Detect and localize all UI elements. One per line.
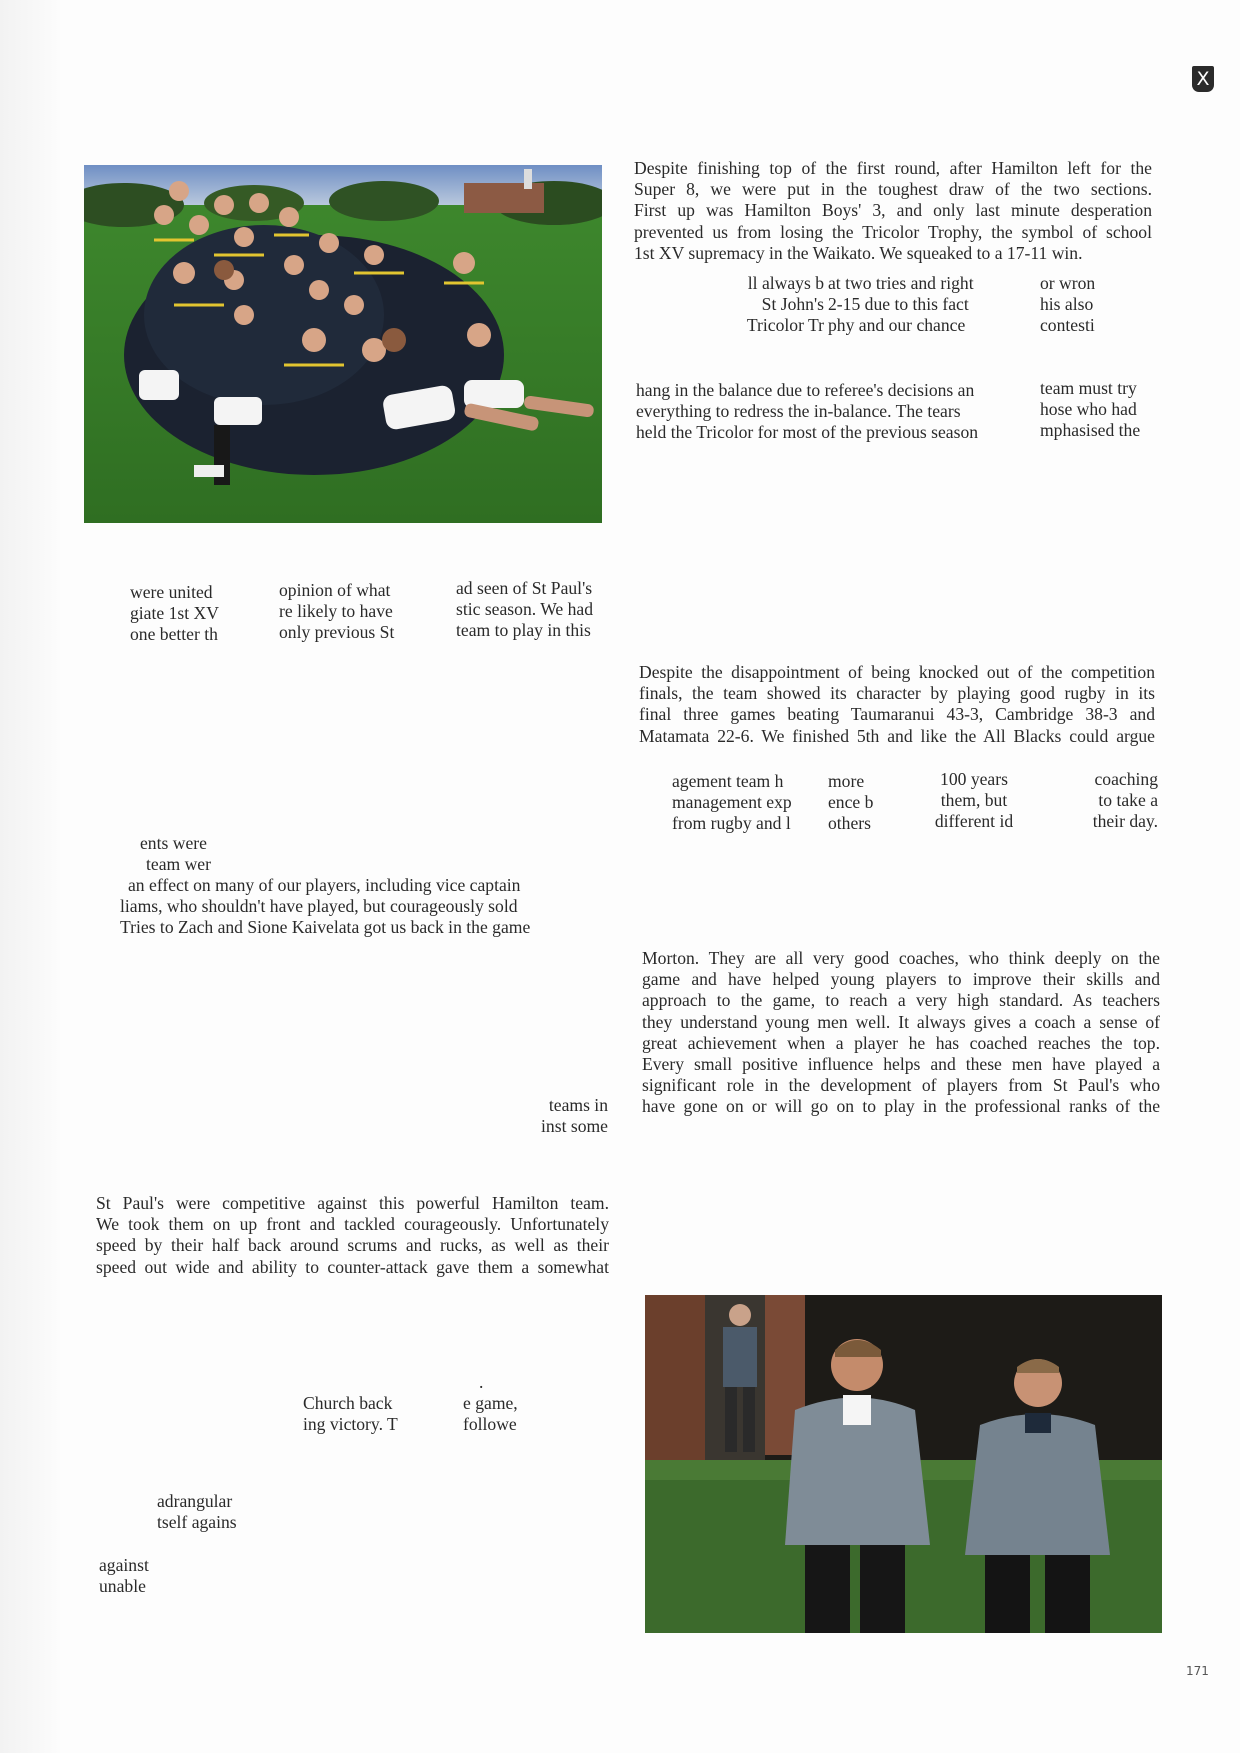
text-line: Tricolor Tr — [746, 315, 824, 336]
text-fragment — [157, 1491, 267, 1533]
text-line: Matamata 22-6. We finished 5th and like the All Blacks could argue — [639, 725, 1155, 746]
text-line: St John's — [761, 294, 824, 315]
text-line: First up was Hamilton Boys' 3, and only last minute desperation — [634, 200, 1152, 221]
text-fragment — [1040, 378, 1155, 442]
text-line: contesti — [1040, 315, 1095, 336]
article-paragraph-2 — [639, 662, 1155, 747]
text-line: significant role in the development of players from St Paul's who — [642, 1075, 1160, 1096]
text-line: 2-15 due to this fact — [828, 294, 969, 315]
text-line: ence b — [828, 792, 874, 813]
text-line: adrangular — [157, 1491, 233, 1511]
text-line: ing victory. T — [303, 1414, 398, 1435]
text-line: 100 years — [940, 769, 1008, 789]
text-line: Super 8, we were put in the toughest draw of the two sections. — [634, 179, 1152, 200]
text-line: have gone on or will go on to play in the professional ranks of the — [642, 1096, 1160, 1117]
text-line: management exp — [672, 792, 792, 813]
text-line: Church back — [303, 1393, 393, 1413]
text-line: great achievement when a player he has coached reaches the top. — [642, 1032, 1160, 1053]
text-line: final three games beating Taumaranui 43-3, Cambridge 38-3 and — [639, 704, 1155, 725]
text-fragment — [636, 380, 1016, 444]
text-fragment — [120, 875, 620, 939]
text-line: team wer — [146, 854, 211, 875]
text-line: ll always b — [747, 273, 824, 293]
text-line: mphasised the — [1040, 420, 1141, 441]
text-line: to take a — [1098, 790, 1158, 811]
text-line: game and have helped young players to improve their skills and — [642, 969, 1160, 990]
school-crest-icon: X — [1192, 66, 1214, 92]
text-line: Tries to Zach and Sione Kaivelata got us back in the game — [120, 917, 531, 938]
coaches-photo-image — [645, 1295, 1162, 1633]
text-line: Despite the disappointment of being knocked out of the competition — [639, 662, 1155, 682]
text-line: were united — [130, 582, 213, 602]
text-line: stic season. We had — [456, 599, 594, 620]
text-line: phy and our chance — [828, 315, 966, 336]
text-fragment — [456, 578, 616, 642]
text-line: more — [828, 771, 865, 791]
text-fragment — [924, 769, 1024, 833]
text-line: . — [479, 1372, 484, 1392]
text-line: they understand young men well. It always gives a coach a sense of — [642, 1011, 1160, 1032]
text-line: e game, — [463, 1393, 518, 1414]
text-line: liams, who shouldn't have played, but courageously sold — [120, 896, 518, 917]
text-line: others — [828, 813, 871, 834]
text-line: against — [99, 1555, 149, 1575]
text-line: from rugby and l — [672, 813, 791, 834]
text-line: everything to redress the in-balance. The tears — [636, 401, 961, 422]
text-fragment — [828, 771, 898, 835]
text-line: St Paul's were competitive against this powerful Hamilton team. — [96, 1193, 609, 1213]
text-line: Morton. They are all very good coaches, who think deeply on the — [642, 948, 1160, 968]
text-fragment — [510, 1095, 608, 1137]
text-line: approach to the game, to reach a very high standard. As teachers — [642, 990, 1160, 1011]
page-gutter-shadow — [0, 0, 60, 1753]
text-line: different id — [934, 811, 1014, 832]
text-line: team to play in this — [456, 620, 591, 641]
text-fragment — [99, 1555, 179, 1597]
text-line: their day. — [1092, 811, 1158, 832]
team-photo — [84, 165, 602, 523]
text-line: team must try — [1040, 378, 1137, 398]
text-fragment — [1060, 769, 1158, 833]
text-line: re likely to have — [279, 601, 393, 622]
text-fragment — [1040, 273, 1130, 337]
text-line: unable — [99, 1576, 146, 1597]
text-fragment — [463, 1372, 543, 1436]
page-number: 171 — [1186, 1664, 1209, 1678]
text-line: Despite finishing top of the first round, after Hamilton left for the — [634, 158, 1152, 178]
text-fragment — [303, 1393, 413, 1435]
text-line: coaching — [1094, 769, 1158, 789]
text-line: hose who had — [1040, 399, 1137, 420]
text-line: an effect on many of our players, including vice captain — [128, 875, 521, 895]
text-fragment — [130, 582, 240, 646]
text-fragment — [279, 580, 419, 644]
text-line: speed out wide and ability to counter-attack gave them a somewhat — [96, 1256, 609, 1277]
text-line: held the Tricolor for most of the previous season — [636, 422, 979, 443]
text-line: speed by their half back around scrums and rucks, as well as their — [96, 1235, 609, 1256]
article-paragraph-1 — [634, 158, 1152, 264]
text-line: 1st XV supremacy in the Waikato. We squeaked to a 17-11 win. — [634, 242, 1083, 263]
text-line: finals, the team showed its character by playing good rugby in its — [639, 683, 1155, 704]
article-paragraph-4 — [96, 1193, 609, 1278]
text-line: his also — [1040, 294, 1094, 315]
text-line: ad seen of St Paul's — [456, 578, 593, 598]
text-line: prevented us from losing the Tricolor Trophy, the symbol of school — [634, 221, 1152, 242]
text-line: tself agains — [157, 1512, 237, 1533]
text-line: one better th — [130, 624, 218, 645]
text-line: giate 1st XV — [130, 603, 219, 624]
text-fragment — [672, 771, 812, 835]
text-line: only previous St — [279, 622, 395, 643]
text-line: teams in — [548, 1095, 608, 1115]
text-fragment — [140, 833, 250, 875]
text-line: inst some — [541, 1116, 608, 1137]
text-line: them, but — [940, 790, 1008, 811]
text-line: or wron — [1040, 273, 1096, 293]
text-line: agement team h — [672, 771, 784, 791]
coaches-photo — [645, 1295, 1162, 1633]
text-fragment — [828, 273, 1018, 337]
text-fragment — [740, 273, 824, 337]
text-line: at two tries and right — [828, 273, 974, 293]
team-photo-image — [84, 165, 602, 523]
article-paragraph-3 — [642, 948, 1160, 1118]
text-line: hang in the balance due to referee's decisions an — [636, 380, 975, 400]
text-line: ents were — [140, 833, 207, 853]
text-line: We took them on up front and tackled courageously. Unfortunately — [96, 1214, 609, 1235]
text-line: followe — [463, 1414, 517, 1435]
text-line: Every small positive influence helps and these men have played a — [642, 1054, 1160, 1075]
text-line: opinion of what — [279, 580, 391, 600]
